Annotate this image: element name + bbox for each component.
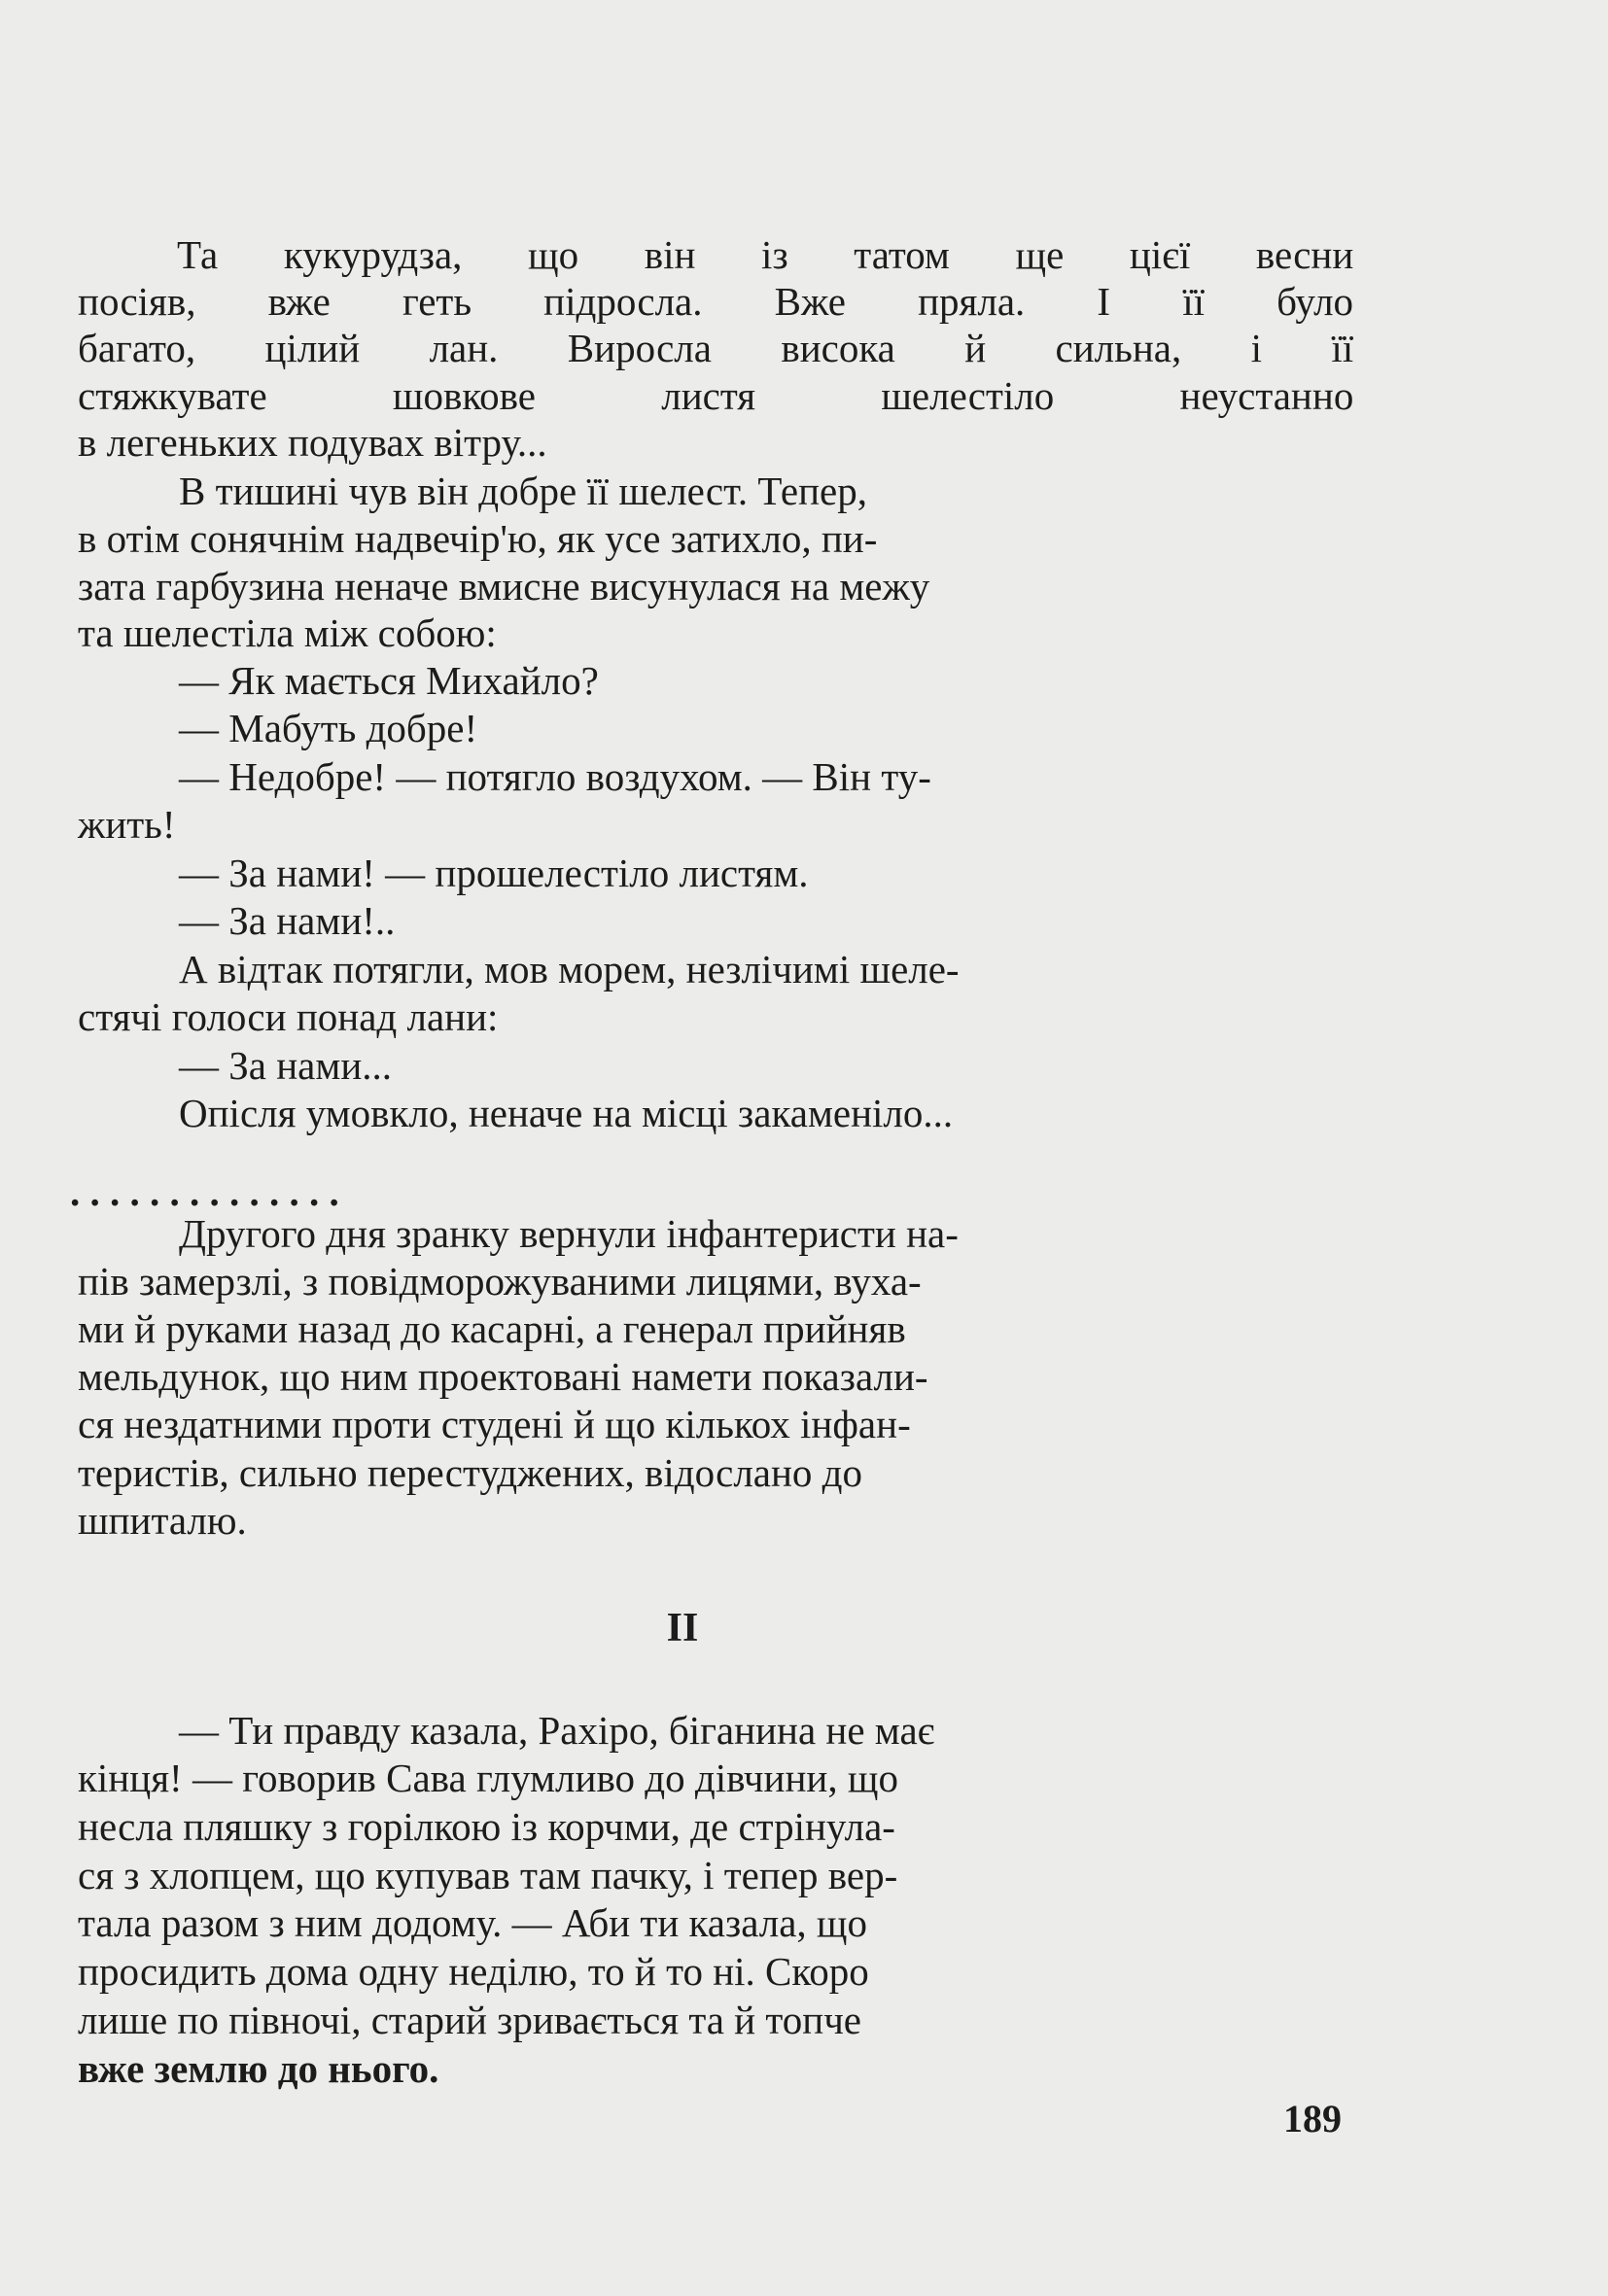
text-line: — За нами...	[179, 1043, 393, 1088]
text-line: вже землю до нього.	[78, 2046, 439, 2091]
text-line: Та кукурудза, що він із татом ще цієї весни	[177, 232, 1354, 277]
text-line: посіяв, вже геть підросла. Вже пряла. І її було	[78, 279, 1354, 324]
text-line: жить!	[78, 802, 176, 847]
text-line: Опісля умовкло, неначе на місці закаменіло...	[179, 1091, 954, 1135]
text-line: та шелестіла між собою:	[78, 610, 497, 655]
text-line: лише по півночі, старий зривається та й топче	[78, 1998, 862, 2042]
text-line: просидить дома одну неділю, то й то ні. Скоро	[78, 1949, 869, 1994]
text-line: — Як мається Михайло?	[179, 658, 599, 703]
text-line: — За нами!..	[179, 898, 396, 943]
text-line: ся з хлопцем, що купував там пачку, і тепер вер-	[78, 1853, 898, 1897]
text-line: — За нами! — прошелестіло листям.	[179, 851, 809, 895]
text-line: стячі голоси понад лани:	[78, 994, 499, 1039]
text-line: Другого дня зранку вернули інфантеристи на-	[179, 1211, 959, 1256]
text-line: — Недобре! — потягло воздухом. — Він ту-	[179, 754, 931, 799]
chapter-heading: II	[666, 1606, 699, 1651]
text-line: теристів, сильно перестуджених, відослано до	[78, 1450, 863, 1495]
text-line: мельдунок, що ним проектовані намети показали-	[78, 1354, 928, 1399]
page-number: 189	[1283, 2097, 1342, 2140]
text-line: стяжкувате шовкове листя шелестіло неустанно	[78, 373, 1354, 418]
section-break: . . . . . . . . . . . . . .	[70, 1169, 339, 1214]
text-line: — Ти правду казала, Рахіро, біганина не має	[179, 1708, 935, 1753]
text-line: ся нездатними проти студені й що кількох інфан-	[78, 1402, 911, 1446]
text-line: шпиталю.	[78, 1498, 247, 1543]
text-line: тала разом з ним додому. — Аби ти казала, що	[78, 1900, 867, 1945]
text-line: несла пляшку з горілкою із корчми, де стрінула-	[78, 1804, 895, 1849]
text-line: в легеньких подувах вітру...	[78, 420, 547, 465]
text-line: пів замерзлі, з повідморожуваними лицями, вуха-	[78, 1259, 922, 1304]
text-line: В тишині чув він добре її шелест. Тепер,	[179, 469, 867, 513]
text-line: ми й руками назад до касарні, а генерал прийняв	[78, 1306, 906, 1351]
text-line: багато, цілий лан. Виросла висока й сильна, і її	[78, 326, 1354, 370]
text-line: А відтак потягли, мов морем, незлічимі шеле-	[179, 947, 960, 991]
text-line: в отім сонячнім надвечір'ю, як усе затихло, пи-	[78, 516, 878, 561]
text-line: — Мабуть добре!	[179, 706, 478, 750]
text-line: кінця! — говорив Сава глумливо до дівчини, що	[78, 1756, 898, 1800]
text-line: зата гарбузина неначе вмисне висунулася на межу	[78, 564, 930, 609]
